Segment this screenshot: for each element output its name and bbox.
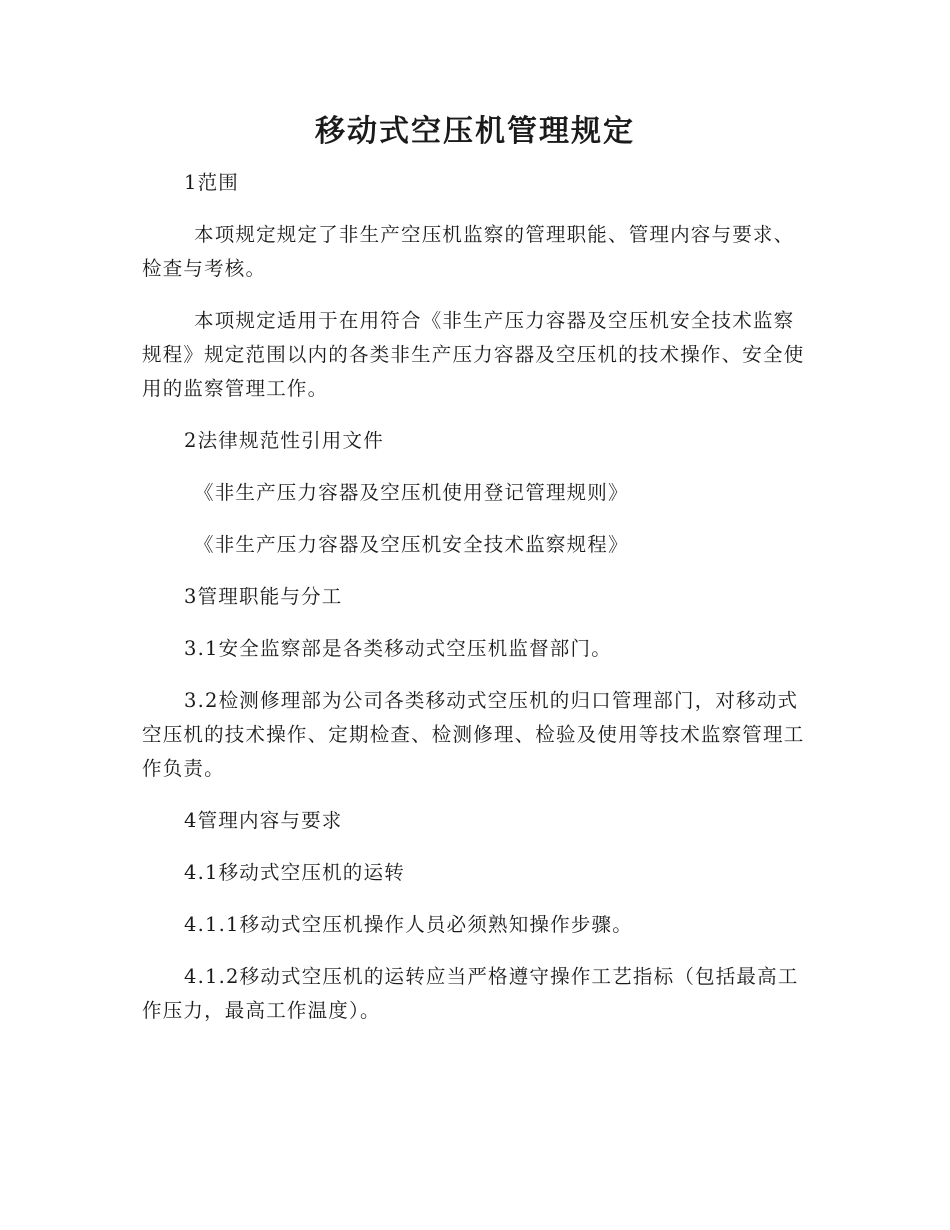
paragraph-scope-description: 本项规定规定了非生产空压机监察的管理职能、管理内容与要求、检查与考核。 [142,223,795,280]
document-body [142,166,814,1046]
clause-3-2: 3.2检测修理部为公司各类移动式空压机的归口管理部门，对移动式空压机的技术操作、定期检查、检测修理、检验及使用等技术监察管理工作负责。 [142,689,805,780]
clause-3-1: 3.1安全监察部是各类移动式空压机监督部门。 [184,637,612,660]
section-heading-requirements: 4管理内容与要求 [184,809,343,832]
paragraph-scope-applicability: 本项规定适用于在用符合《非生产压力容器及空压机安全技术监察规程》规定范围以内的各类非生产压力容器及空压机的技术操作、安全使用的监察管理工作。 [142,309,805,400]
document-title: 移动式空压机管理规定 [315,114,635,149]
reference-item: 《非生产压力容器及空压机使用登记管理规则》 [194,481,629,504]
section-heading-references: 2法律规范性引用文件 [184,429,384,452]
section-heading-scope: 1范围 [184,171,240,194]
reference-item: 《非生产压力容器及空压机安全技术监察规程》 [194,533,629,556]
section-heading-duties: 3管理职能与分工 [184,585,343,608]
clause-4-1-1: 4.1.1移动式空压机操作人员必须熟知操作步骤。 [184,913,633,936]
clause-4-1: 4.1移动式空压机的运转 [184,861,405,884]
clause-4-1-2: 4.1.2移动式空压机的运转应当严格遵守操作工艺指标（包括最高工作压力，最高工作温度）。 [142,965,799,1022]
